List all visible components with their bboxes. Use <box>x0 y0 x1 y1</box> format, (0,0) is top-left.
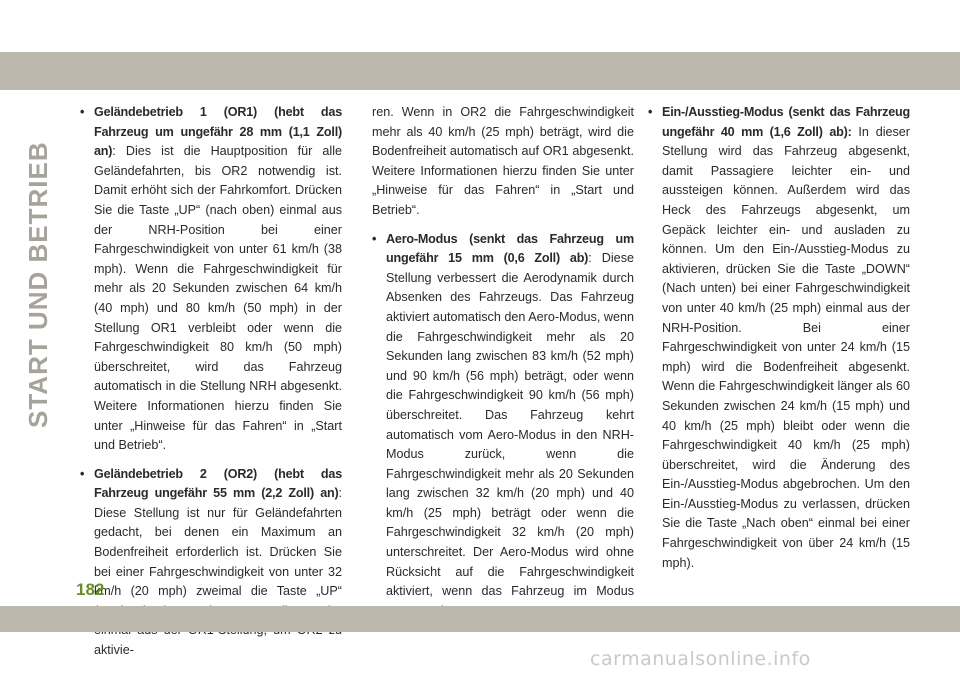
item-heading: Geländebetrieb 1 (OR1) (hebt das Fahrzeug um ungefähr 28 mm (1,1 Zoll) an) <box>94 105 342 159</box>
continuation-paragraph: ren. Wenn in OR2 die Fahrgeschwindigkeit mehr als 40 km/h (25 mph) beträgt, wird die Bodenfreiheit automatisch auf OR1 abgesenkt. Weitere Informationen hierzu finden Sie unter „Hinweise für das Fahren“ in „Start und Betrieb“. <box>372 105 634 217</box>
item-text: : Dies ist die Hauptposition für alle Geländefahrten, bis OR2 notwendig ist. Damit erhöht sich der Fahrkomfort. Drücken Sie die Taste „UP“ (nach oben) einmal aus der NRH-Position bei einer Fahrgeschwindigkeit von unter 61 km/h (38 mph). Wenn die Fahrgeschwindigkeit für mehr als 20 Sekunden zwischen 64 km/h (40 mph) und 80 km/h (50 mph) in der Stellung OR1 verbleibt oder wenn die Fahrgeschwindigkeit 80 km/h (50 mph) überschreitet, wird das Fahrzeug automatisch in die Stellung NRH abgesenkt. Weitere Informationen hierzu finden Sie unter „Hinweise für das Fahren“ in „Start und Betrieb“. <box>94 144 342 453</box>
bullet-icon: • <box>80 105 85 119</box>
header-band <box>0 52 960 90</box>
bullet-item-entry-exit <box>648 103 910 573</box>
item-heading: Aero-Modus (senkt das Fahrzeug um ungefähr 15 mm (0,6 Zoll) ab) <box>386 231 634 266</box>
bullet-icon: • <box>648 105 653 119</box>
bullet-icon: • <box>80 466 85 481</box>
column-3 <box>648 103 910 582</box>
page-top-margin <box>0 0 960 40</box>
item-heading: Ein-/Ausstieg-Modus (senkt das Fahrzeug ungefähr 40 mm (1,6 Zoll) ab): <box>662 105 910 139</box>
section-title <box>23 98 56 428</box>
bullet-icon: • <box>372 231 377 246</box>
column-1 <box>80 103 342 670</box>
item-text: : Diese Stellung ist nur für Geländefahrten gedacht, bei denen ein Maximum an Bodenfreiheit erforderlich ist. Drücken Sie bei einer Fahrgeschwindigkeit von unter 32 km/h (20 mph) zweimal die Taste „UP“ aktivie- <box>94 486 342 658</box>
bullet-item-aero <box>372 230 634 622</box>
item-text: : Diese Stellung verbessert die Aerodynamik durch Absenken des Fahrzeugs. Das Fahrzeug aktiviert automatisch den Aero-Modus, wenn die Fahrgeschwindigkeit mehr als 20 Sekunden lang zwischen 83 km/h (52 mph) und 90 km/h (56 mph) beträgt, oder wenn die Fahrgeschwindigkeit 90 km/h (56 mph) überschreitet. Das Fahrzeug kehrt automatisch vom Aero-Modus in den NRH-Modus zurück, wenn die Fahrgeschwindigkeit mehr als 20 Sekunden lang zwischen 32 km/h (20 mph) und 40 km/h (25 mph) beträgt oder wenn die Fahrgeschwindigkeit 32 km/h (20 mph) unterschreitet. Der Aero-Modus wird ohne Rücksicht auf die Fahrgeschwindigkeit aktiviert, wenn das Fahrzeug im Modus <box>386 251 634 599</box>
section-title-text: START UND BETRIEB <box>23 141 53 428</box>
page-number: 182 <box>76 580 105 599</box>
item-heading: Geländebetrieb 2 (OR2) (hebt das Fahrzeug ungefähr 55 mm (2,2 Zoll) an) <box>94 466 342 501</box>
watermark-text: carmanualsonline.info <box>590 648 811 670</box>
item-text: In dieser Stellung wird das Fahrzeug abgesenkt, damit Passagiere leichter ein- und aussteigen können. Außerdem wird das Heck des Fahrzeugs abgesenkt, um Gepäck leichter ein- und ausladen zu können. Um den Ein-/Ausstieg-Modus zu aktivieren, drücken Sie die Taste „DOWN“ (Nach unten) bei einer Fahrgeschwindigkeit von unter 40 km/h (25 mph) einmal aus der NRH-Position. Bei einer Fahrgeschwindigkeit von unter 24 km/h (15 mph) wird die Bodenfreiheit abgesenkt. Wenn die Fahrgeschwindigkeit länger als 60 Sekunden zwischen 24 km/h (15 mph) und 40 km/h (25 mph) bleibt oder wenn die Fahrgeschwindigkeit 40 km/h (25 mph) überschreitet, wird die Änderung des Ein-/Ausstieg-Modus abgebrochen. Um den Ein-/Ausstieg-Modus zu verlassen, drücken Sie die Taste „Nach oben“ einmal bei einer Fahrgeschwindigkeit von über 24 km/h (15 mph). <box>662 124 910 570</box>
column-2 <box>372 103 634 630</box>
bullet-item-or1 <box>80 103 342 456</box>
footer-band <box>0 606 960 632</box>
